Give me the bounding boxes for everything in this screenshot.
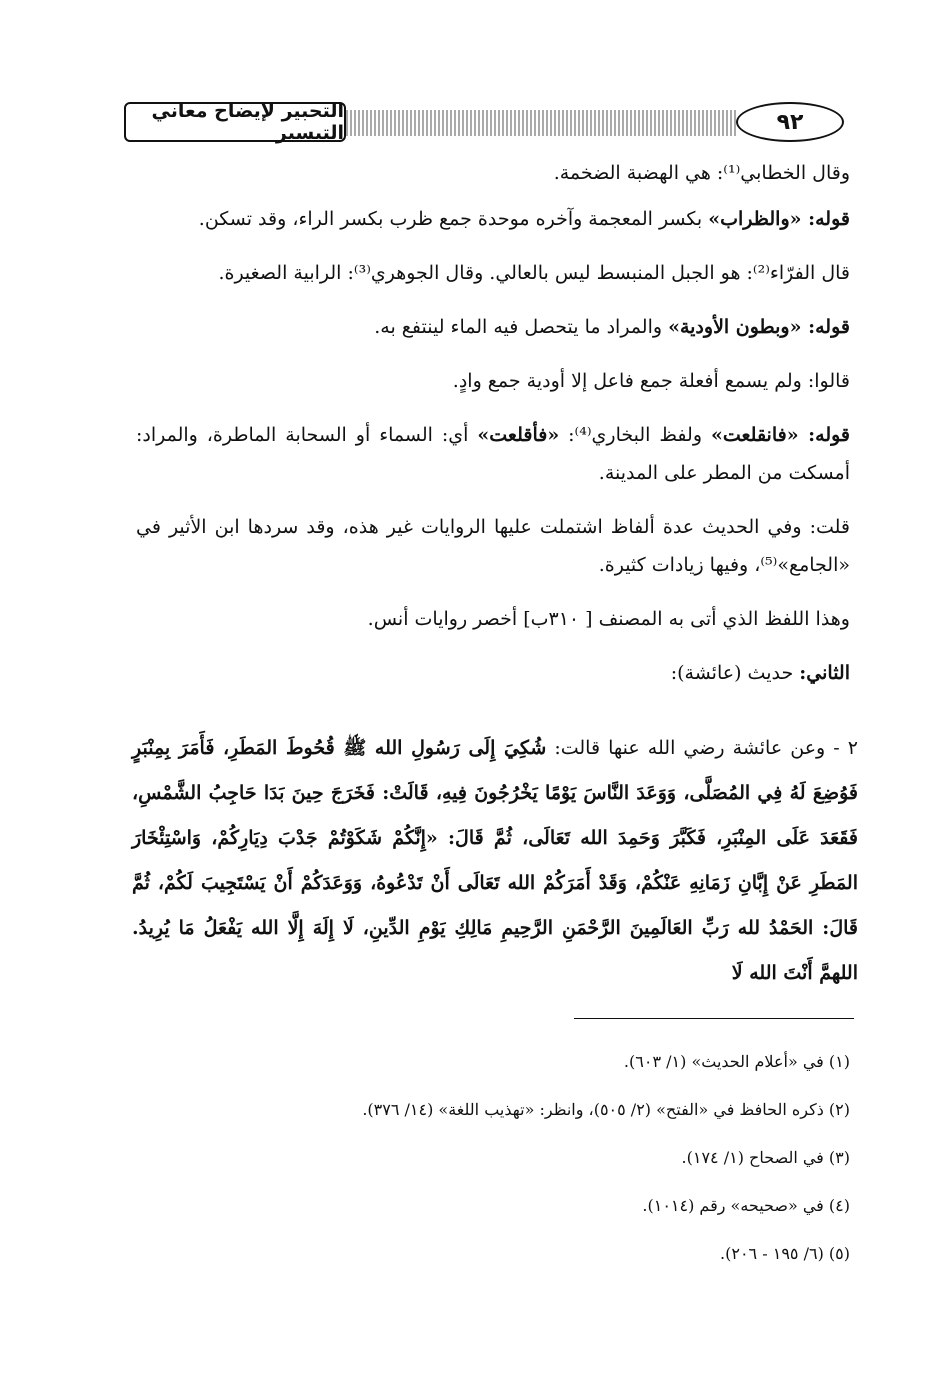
paragraph-farra: قال الفرّاء⁽²⁾: هو الجبل المنبسط ليس بالعالي. وقال الجوهري⁽³⁾: الرابية الصغيرة. — [218, 262, 850, 284]
paragraph-text: والمراد ما يتحصل فيه الماء لينتفع به. — [374, 316, 669, 338]
footnote-4: (٤) في «صحيحه» رقم (١٠١٤). — [642, 1196, 850, 1215]
paragraph-lafz: وهذا اللفظ الذي أتى به المصنف [ ٣١٠ب] أخصر روايات أنس. — [367, 608, 850, 630]
page-header — [124, 102, 844, 146]
footnote-2: (٢) ذكره الحافظ في «الفتح» (٢/ ٥٠٥)، وانظر: «تهذيب اللغة» (١٤/ ٣٧٦). — [362, 1100, 850, 1119]
paragraph-qultu: قلت: وفي الحديث عدة ألفاظ اشتملت عليها الروايات غير هذه، وقد سردها ابن الأثير في «الجامع»⁽⁵⁾، وفيها زيادات كثيرة. — [136, 516, 850, 576]
section-label: الثاني: — [799, 662, 850, 684]
quoted-term: قوله: «والظراب» — [708, 208, 850, 230]
paragraph-inqalaat — [136, 416, 850, 492]
paragraph-text: أي: السماء أو السحابة الماطرة، والمراد: أمسكت من المطر على المدينة. — [136, 424, 850, 484]
paragraph-text: ولفظ البخاري⁽⁴⁾: — [559, 424, 711, 446]
section-title: حديث (عائشة): — [670, 662, 800, 684]
paragraph-zirab — [136, 200, 850, 238]
paragraph-awdiya — [136, 308, 850, 346]
hadith-body: شُكِيَ إِلَى رَسُولِ الله ﷺ قُحُوطَ المَطَرِ، فَأَمَرَ بِمِنْبَرٍ فَوُضِعَ لَهُ فِي المُصَلَّى، وَوَعَدَ النَّاسَ يَوْمًا يَخْرُجُونَ فِيهِ، قَالَتْ: فَخَرَجَ حِينَ بَدَا حَاجِبُ الشَّمْسِ، فَقَعَدَ عَلَى المِنْبَرِ، فَكَبَّرَ وَحَمِدَ الله تَعَالَى، ثُمَّ قَالَ: «إِنَّكُمْ شَكَوْتُمْ جَدْبَ دِيَارِكُمْ، وَاسْتِئْخَارَ المَطَرِ عَنْ إِبَّانِ زَمَانِهِ عَنْكُمْ، وَقَدْ أَمَرَكُمْ الله تَعَالَى أَنْ تَدْعُوهُ، وَوَعَدَكُمْ أَنْ يَسْتَجِيبَ لَكُمْ، ثُمَّ قَالَ: الحَمْدُ لله رَبِّ العَالَمِينَ الرَّحْمَنِ الرَّحِيمِ مَالِكِ يَوْمِ الدِّينِ، لَا إِلَهَ إِلَّا الله يَفْعَلُ مَا يُرِيدُ. اللهمَّ أَنْتَ الله لَا — [132, 737, 858, 984]
section-heading — [136, 654, 850, 692]
footnotes — [150, 1050, 850, 1290]
paragraph-khattabi: وقال الخطابي⁽¹⁾: هي الهضبة الضخمة. — [553, 162, 850, 184]
quoted-term: قوله: «فانقلعت» — [710, 424, 851, 446]
footnote-5: (٥) (٦/ ١٩٥ - ٢٠٦). — [720, 1244, 850, 1263]
hadith-intro: ٢ - وعن عائشة رضي الله عنها قالت: — [546, 737, 858, 759]
paragraph-jam: قالوا: ولم يسمع أفعلة جمع فاعل إلا أودية جمع وادٍ. — [452, 370, 850, 392]
hadith-text — [132, 726, 858, 996]
quoted-term: قوله: «وبطون الأودية» — [668, 316, 850, 338]
footnote-3: (٣) في الصحاح (١/ ١٧٤). — [681, 1148, 850, 1167]
paragraph-text: بكسر المعجمة وآخره موحدة جمع ظرب بكسر الراء، وقد تسكن. — [198, 208, 709, 230]
page-number: ٩٢ — [736, 102, 844, 142]
header-decorative-band — [346, 110, 736, 136]
main-text — [136, 154, 850, 708]
book-title: التحبير لإيضاح معاني التيسير — [124, 102, 346, 142]
quoted-term: «فأقلعت» — [477, 424, 560, 446]
footnote-1: (١) في «أعلام الحديث» (١/ ٦٠٣). — [623, 1052, 850, 1071]
footnote-divider — [574, 1018, 854, 1019]
